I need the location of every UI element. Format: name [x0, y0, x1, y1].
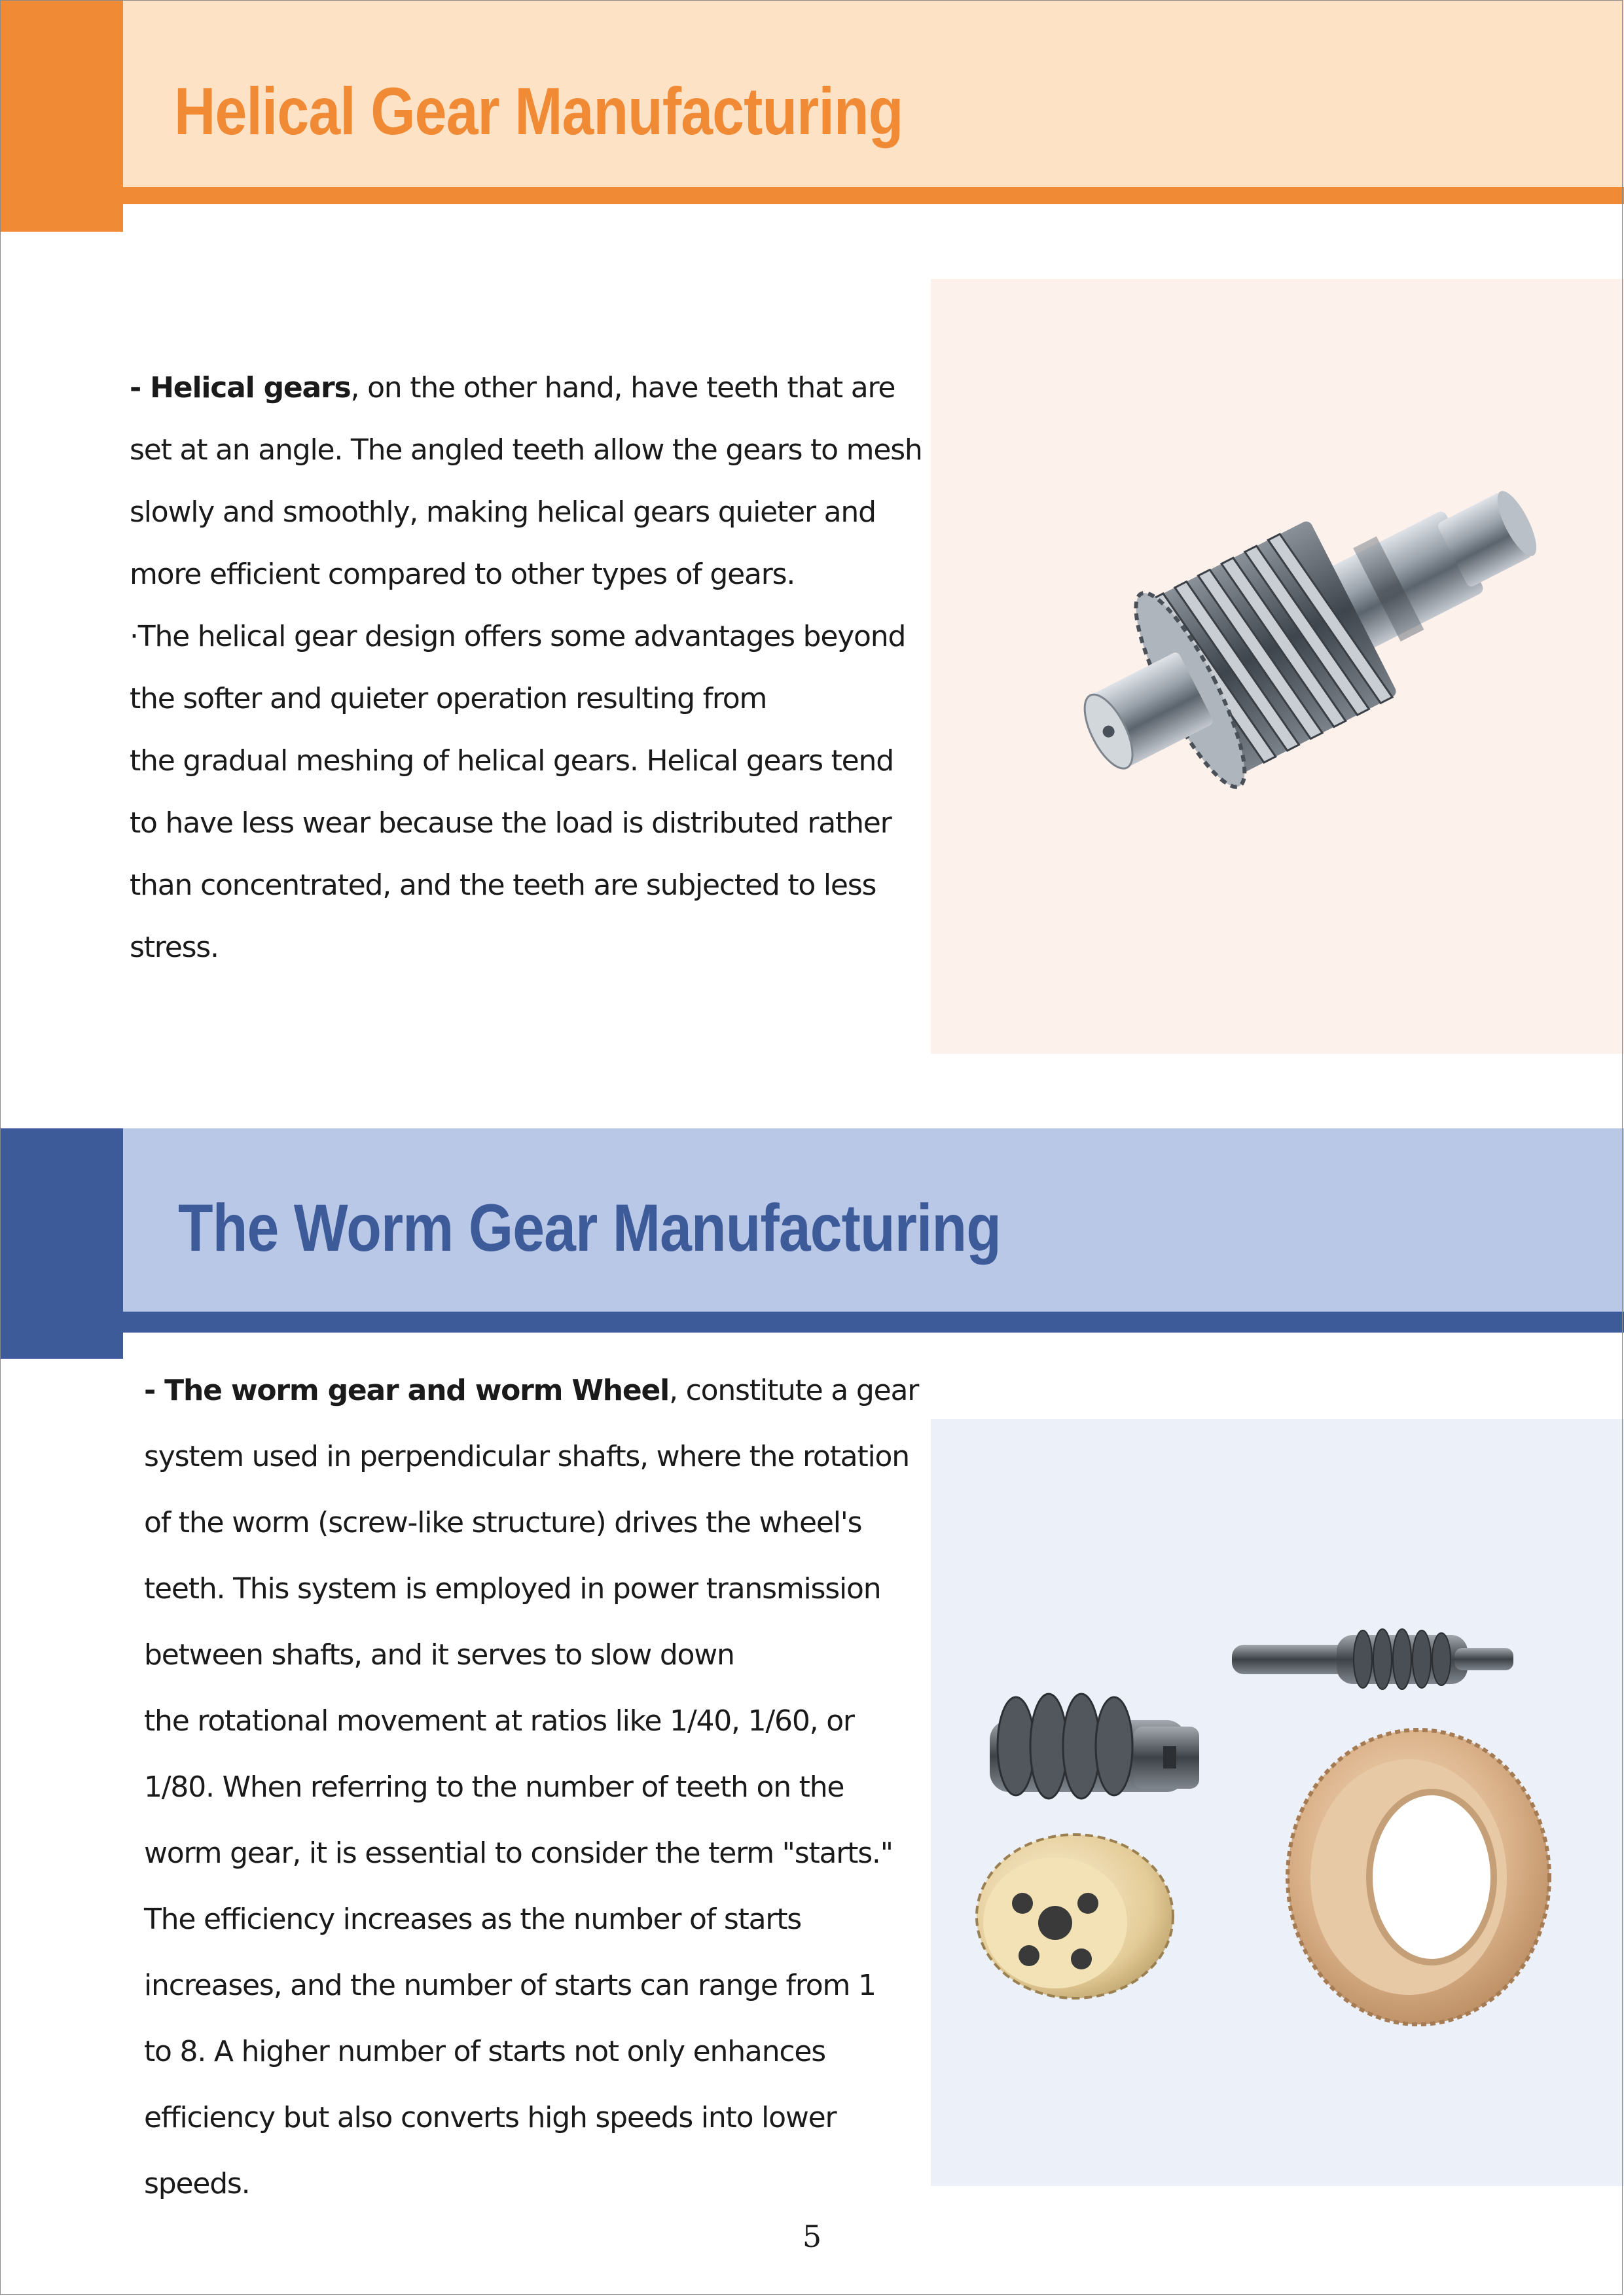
section2-line: teeth. This system is employed in power transmission [144, 1572, 881, 1605]
section2-line: worm gear, it is essential to consider the term "starts." [144, 1837, 893, 1870]
section2-line: The efficiency increases as the number of starts [144, 1903, 802, 1936]
section2-line: to 8. A higher number of starts not only enhances [144, 2035, 825, 2068]
section1-line: more efficient compared to other types of gears. [130, 558, 795, 591]
section1-line: than concentrated, and the teeth are subjected to less [130, 869, 876, 902]
section1-line: to have less wear because the load is distributed rather [130, 806, 892, 840]
section2-line: of the worm (screw-like structure) drives the wheel's [144, 1506, 862, 1539]
section2-line: between shafts, and it serves to slow down [144, 1638, 734, 1672]
large-bronze-wheel [1288, 1730, 1549, 2024]
section1-body [130, 357, 928, 978]
helical-gear-shaft-image [931, 279, 1624, 1054]
section1-header-rule [123, 187, 1624, 204]
section1-line: set at an angle. The angled teeth allow the gears to mesh [130, 433, 922, 467]
section1-image-panel [931, 279, 1624, 1054]
section2-line: 1/80. When referring to the number of teeth on the [144, 1770, 844, 1804]
section2-header-accent [0, 1128, 123, 1359]
section1-line: ·The helical gear design offers some advantages beyond [130, 620, 906, 653]
small-worm [990, 1694, 1199, 1799]
section2-lead-term: - The worm gear and worm Wheel [144, 1374, 670, 1407]
section1-line: slowly and smoothly, making helical gears quieter and [130, 495, 876, 529]
small-brass-wheel [977, 1835, 1173, 1998]
section1-line: the softer and quieter operation resulting from [130, 682, 767, 715]
section2-line [144, 1357, 929, 1424]
section2-header-rule [123, 1312, 1624, 1333]
section1-header-accent [0, 0, 123, 232]
section1-line: stress. [130, 931, 219, 964]
section2-line: system used in perpendicular shafts, where the rotation [144, 1440, 909, 1473]
section2-line: efficiency but also converts high speeds into lower [144, 2101, 837, 2134]
section1-line-text: , on the other hand, have teeth that are [350, 371, 895, 404]
long-worm-shaft [1232, 1629, 1513, 1689]
section1-line [130, 357, 928, 419]
section1-line: the gradual meshing of helical gears. Helical gears tend [130, 744, 893, 778]
section2-title: The Worm Gear Manufacturing [178, 1191, 1001, 1265]
worm-gear-sets-image [931, 1419, 1624, 2186]
section1-lead-term: - Helical gears [130, 371, 351, 404]
section1-title: Helical Gear Manufacturing [174, 74, 903, 149]
section2-line-text: , constitute a gear [669, 1374, 919, 1407]
section2-line: increases, and the number of starts can range from 1 [144, 1969, 876, 2002]
section2-image-panel [931, 1419, 1624, 2186]
section2-line: the rotational movement at ratios like 1/40, 1/60, or [144, 1704, 854, 1738]
page-number: 5 [802, 2219, 822, 2254]
section2-body [144, 1357, 929, 2217]
section2-line: speeds. [144, 2167, 250, 2200]
